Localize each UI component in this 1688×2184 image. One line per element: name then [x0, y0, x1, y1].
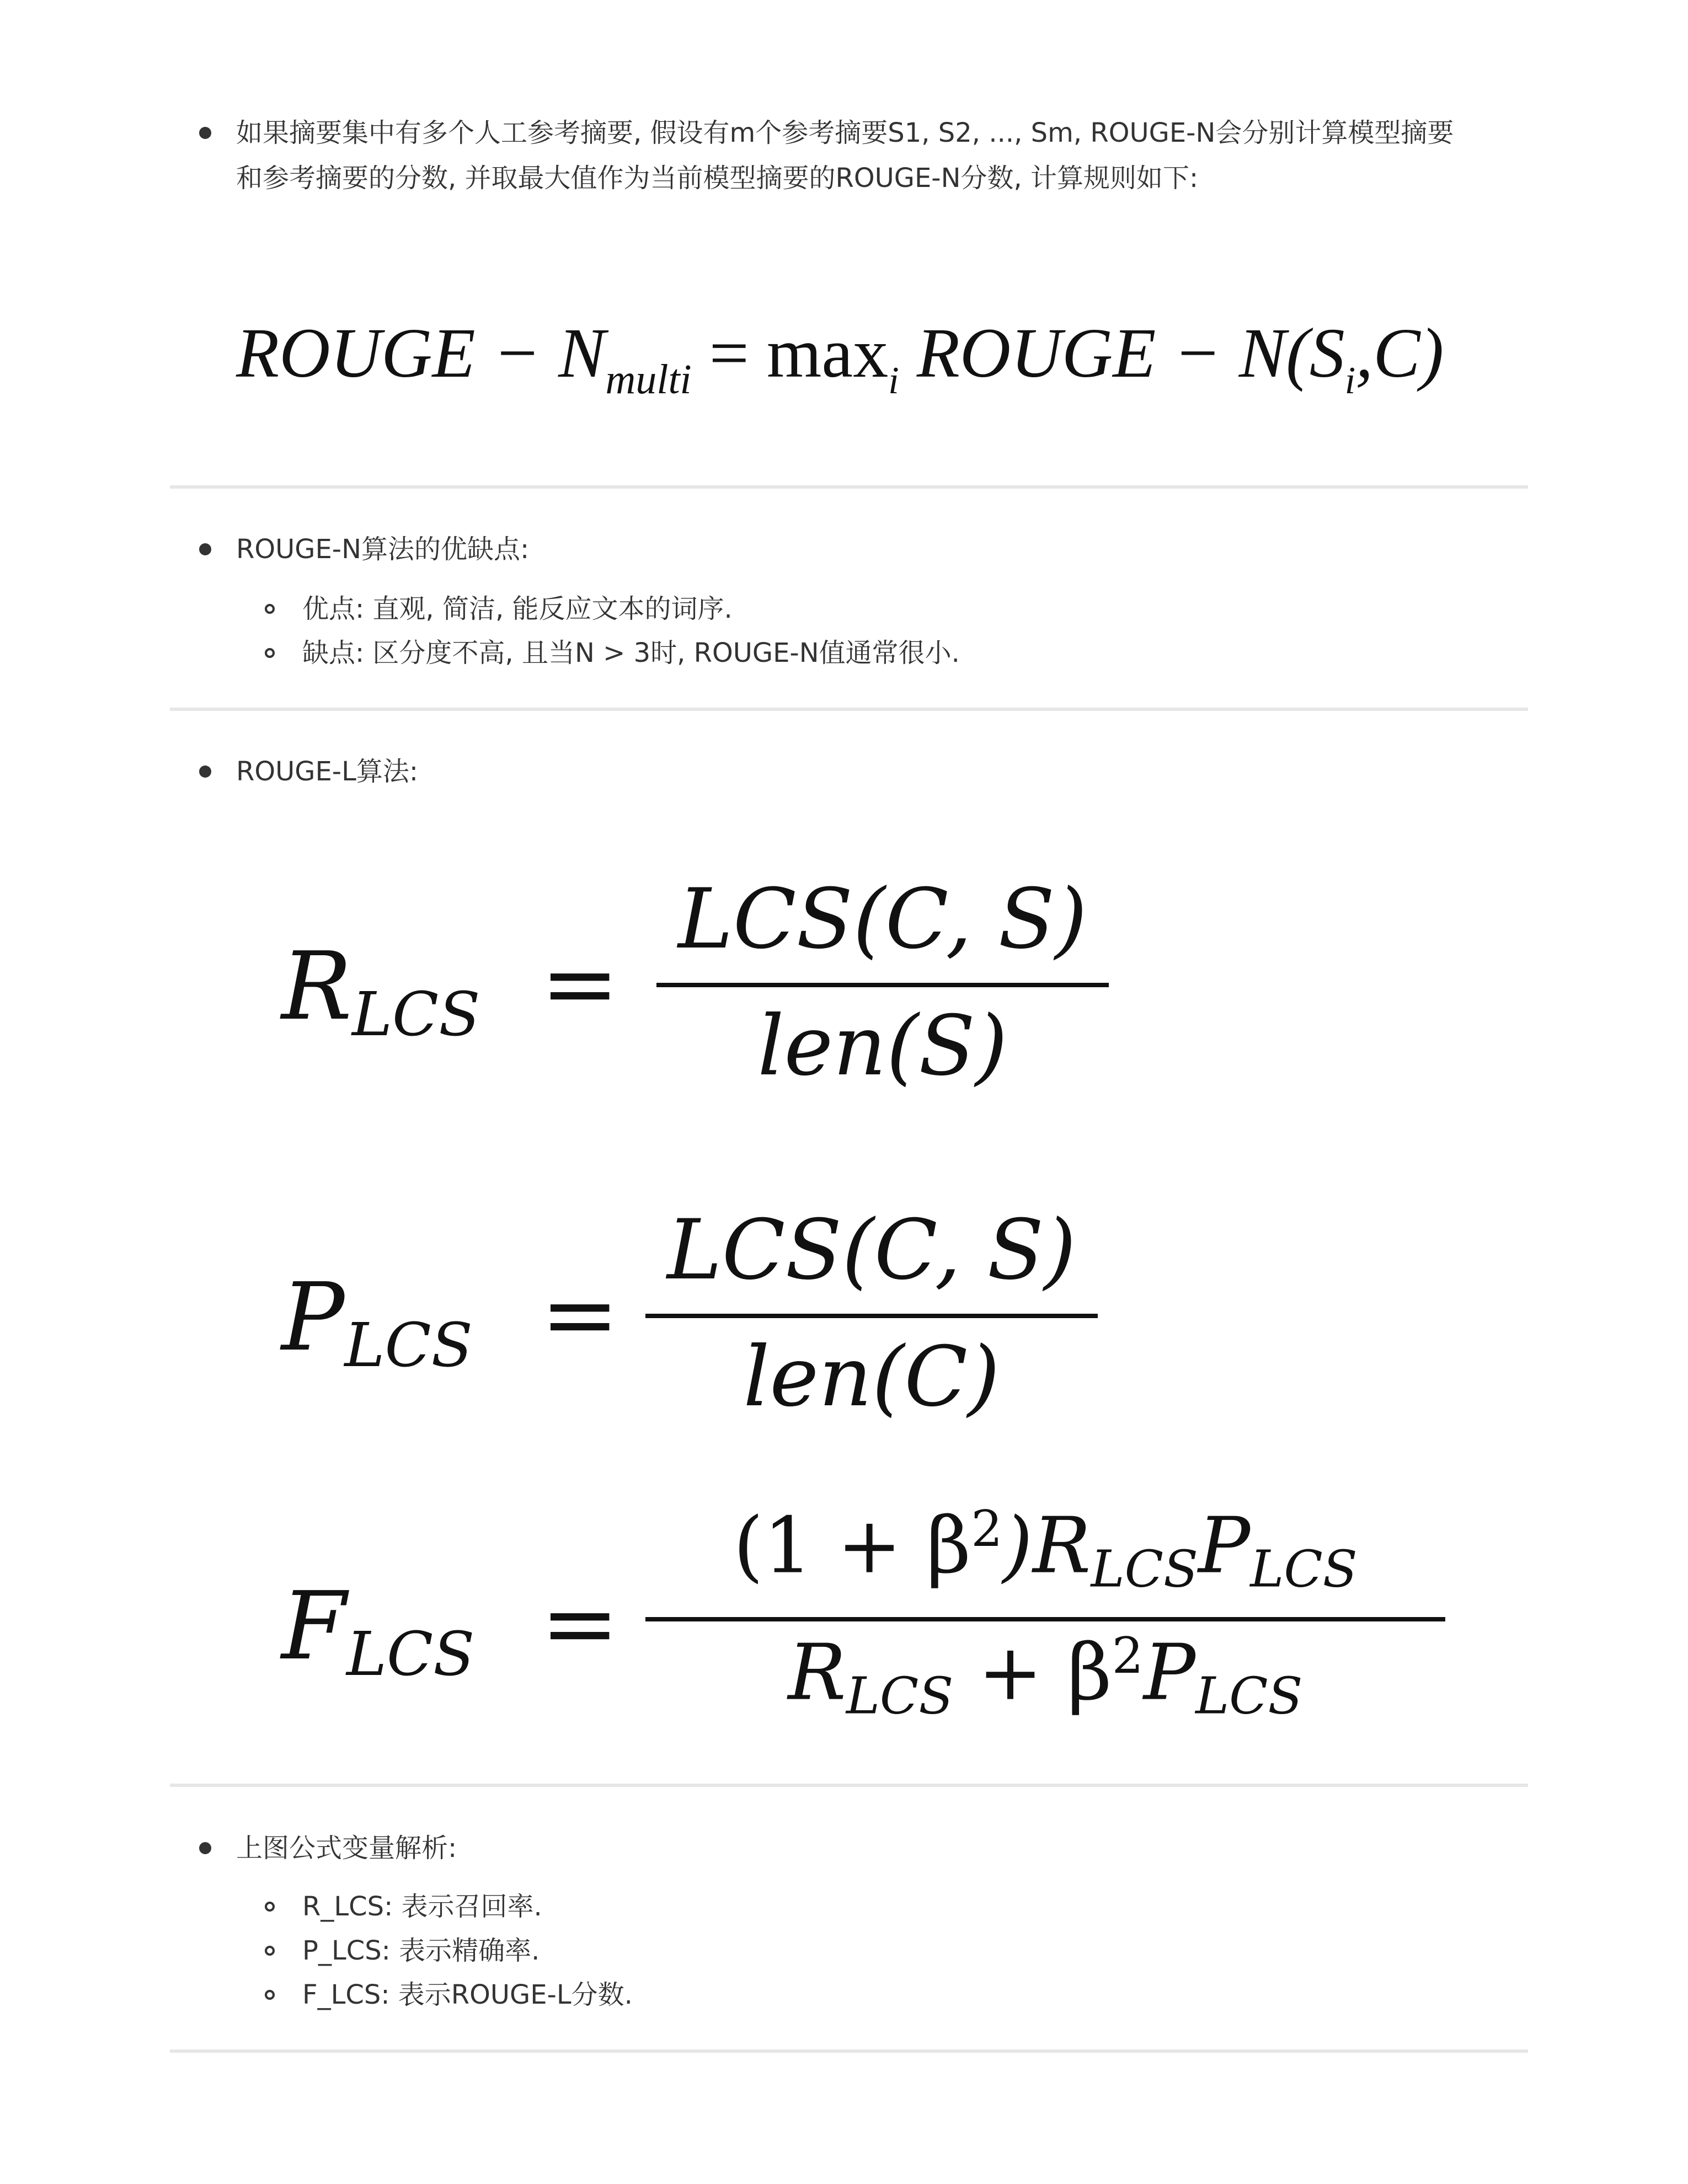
formula-f-den-sub1: LCS	[846, 1666, 954, 1726]
formula-f-lcs	[281, 1489, 1495, 1743]
formula1-lhs: ROUGE − N	[236, 314, 606, 392]
paragraph-line-1: 如果摘要集中有多个人工参考摘要, 假设有m个参考摘要S1, S2, ..., Sm, ROUGE-N会分别计算模型摘要	[236, 117, 1454, 148]
bullet-dot	[199, 766, 211, 778]
bullet-dot	[199, 543, 211, 555]
formula-f-den-sub2: LCS	[1195, 1666, 1303, 1726]
formula-r-numerator: LCS(C, S)	[678, 871, 1087, 967]
formula-f-den-sup: 2	[1112, 1627, 1144, 1685]
formula-f-den-b: + β	[953, 1628, 1112, 1718]
formula-p-numerator: LCS(C, S)	[667, 1202, 1076, 1298]
divider	[170, 2049, 1528, 2053]
formula-r-lcs	[281, 860, 1164, 1114]
divider	[170, 485, 1528, 489]
formula-f-num-c: P	[1198, 1501, 1251, 1591]
formula-r-denominator: len(S)	[757, 998, 1008, 1094]
sub-bullet-ring	[265, 1990, 275, 2000]
fraction-bar	[645, 1617, 1445, 1621]
bullet-dot	[199, 1842, 211, 1854]
formula-f-num-a: (1 + β	[733, 1501, 971, 1591]
formula-r-lhs-sub: LCS	[352, 979, 480, 1050]
formula-f-eq: =	[541, 1569, 619, 1678]
formula-f-den-a: R	[788, 1628, 846, 1718]
formula-p-lhs-sub: LCS	[344, 1310, 473, 1380]
formula-p-lhs: P	[281, 1263, 345, 1372]
bullet-dot	[199, 127, 211, 139]
formula-p-denominator: len(C)	[743, 1329, 1000, 1425]
formula1-sub-i: i	[888, 360, 899, 402]
formula-f-lhs: F	[281, 1572, 346, 1681]
formula-f-lhs-sub: LCS	[346, 1619, 475, 1689]
section-title-rouge-n-pros-cons: ROUGE-N算法的优缺点:	[236, 534, 530, 565]
sub-bullet-ring	[265, 604, 275, 614]
divider	[170, 1784, 1528, 1787]
sub-bullet-ring	[265, 1902, 275, 1912]
list-item: 缺点: 区分度不高, 且当N > 3时, ROUGE-N值通常很小.	[302, 638, 960, 668]
section-title-variables: 上图公式变量解析:	[236, 1833, 457, 1864]
list-item: R_LCS: 表示召回率.	[302, 1891, 542, 1922]
formula1-sub: multi	[605, 356, 692, 403]
formula-r-eq: =	[541, 929, 619, 1039]
divider	[170, 708, 1528, 711]
sub-bullet-ring	[265, 648, 275, 658]
sub-bullet-ring	[265, 1946, 275, 1956]
list-item: 优点: 直观, 简洁, 能反应文本的词序.	[302, 593, 733, 624]
formula-r-lhs: R	[281, 932, 352, 1041]
formula-p-lcs	[281, 1191, 1164, 1445]
formula-f-denominator	[645, 1627, 1445, 1726]
list-item: P_LCS: 表示精确率.	[302, 1935, 540, 1966]
fraction-bar	[656, 983, 1109, 987]
formula-f-den-c: P	[1143, 1628, 1196, 1718]
formula-f-num-sub1: LCS	[1091, 1539, 1199, 1599]
formula-f-num-b: )R	[1002, 1501, 1091, 1591]
formula-p-eq: =	[541, 1260, 619, 1369]
formula1-eq: = max	[709, 314, 889, 392]
fraction-bar	[645, 1314, 1098, 1318]
formula1-rhs: ROUGE − N(S	[916, 314, 1345, 392]
section-title-rouge-l: ROUGE-L算法:	[236, 756, 419, 787]
formula1-rhs-end: ,C)	[1355, 314, 1444, 392]
list-item: F_LCS: 表示ROUGE-L分数.	[302, 1979, 633, 2010]
formula1-rhs-sub: i	[1344, 360, 1356, 402]
formula-f-num-sup: 2	[971, 1500, 1003, 1558]
formula-f-num-sub2: LCS	[1250, 1539, 1358, 1599]
paragraph-line-2: 和参考摘要的分数, 并取最大值作为当前模型摘要的ROUGE-N分数, 计算规则如下:	[236, 163, 1199, 194]
formula-rouge-n-multi	[236, 309, 1444, 425]
formula-f-numerator	[645, 1500, 1445, 1599]
